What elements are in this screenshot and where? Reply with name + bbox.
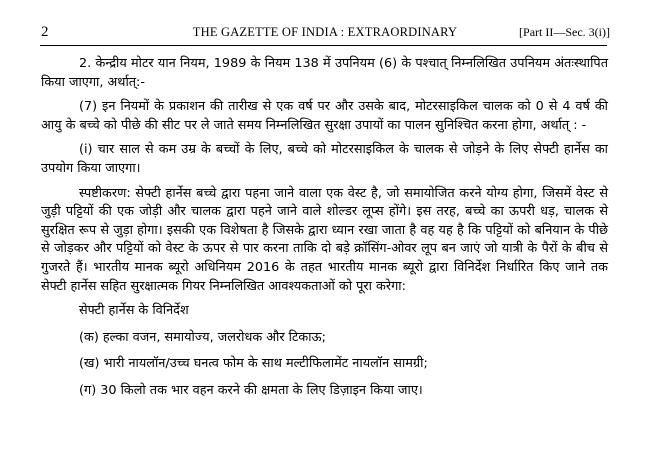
paragraph-explanation: स्पष्टीकरण: सेफ्टी हार्नेस बच्चे द्वारा पहना जाने वाला एक वेस्ट है, जो समायोजित करने योग्य होगा, जिसमें वेस्ट से जुड़ी पट्टियों की एक जोड़ी और चालक द्वारा पहने जाने वाले शोल्डर लूप्स होंगे। इस तरह, बच्चे का ऊपरी धड़, चालक से सुरक्षित रूप से जुड़ा होगा। इसकी एक विशेषता है जिसके द्वारा ध्यान रखा जाता है वह यह है कि पट्टियों को बनियान के पीछे से जोड़कर और पट्टियों को वेस्ट के ऊपर से पार करना ताकि दो बड़े क्रॉसिंग-ओवर लूप बन जाएं जो यात्री के पैरों के बीच से गुजरते हैं। भारतीय मानक ब्यूरो अधिनियम 2016 के तहत भारतीय मानक ब्यूरो द्वारा विनिर्देश निर्धारित किए जाने तक सेफ्टी हार्नेस सहित सुरक्षात्मक गियर निम्नलिखित आवश्यकताओं को पूरा करेगा: (41, 185, 608, 294)
paragraph-clause-i: (i) चार साल से कम उम्र के बच्चों के लिए, बच्चे को मोटरसाइकिल के चालक से जोड़ने के लिए सेफ्टी हार्नेस का उपयोग किया जाएगा। (41, 142, 608, 176)
spec-item-a: (क) हल्का वजन, समायोज्य, जलरोधक और टिकाऊ; (79, 329, 326, 345)
page-header (0, 24, 650, 44)
part-section-label: [Part II—Sec. 3(i)] (519, 25, 610, 39)
spec-item-b: (ख) भारी नायलॉन/उच्च घनत्व फोम के साथ मल्टीफिलामेंट नायलॉन सामग्री; (79, 356, 428, 372)
page-number: 2 (41, 24, 49, 40)
spec-item-c: (ग) 30 किलो तक भार वहन करने की क्षमता के लिए डिज़ाइन किया जाए। (79, 382, 423, 398)
paragraph-subrule-7: (7) इन नियमों के प्रकाशन की तारीख से एक वर्ष पर और उसके बाद, मोटरसाइकिल चालक को 0 से 4 वर्ष की आयु के बच्चे को पीछे की सीट पर ले जाते समय निम्नलिखित सुरक्षा उपायों का पालन सुनिश्चित करना होगा, अर्थात् : - (41, 99, 608, 133)
header-rule (40, 45, 607, 46)
paragraph-rule-amendment: 2. केन्द्रीय मोटर यान नियम, 1989 के नियम 138 में उपनियम (6) के पश्चात् निम्नलिखित उपनियम अंतःस्थापित किया जाएगा, अर्थात्:- (41, 56, 608, 90)
spec-heading: सेफ्टी हार्नेस के विनिर्देश (79, 303, 189, 319)
document-body (41, 55, 608, 409)
gazette-title: THE GAZETTE OF INDIA : EXTRAORDINARY (192, 25, 458, 39)
